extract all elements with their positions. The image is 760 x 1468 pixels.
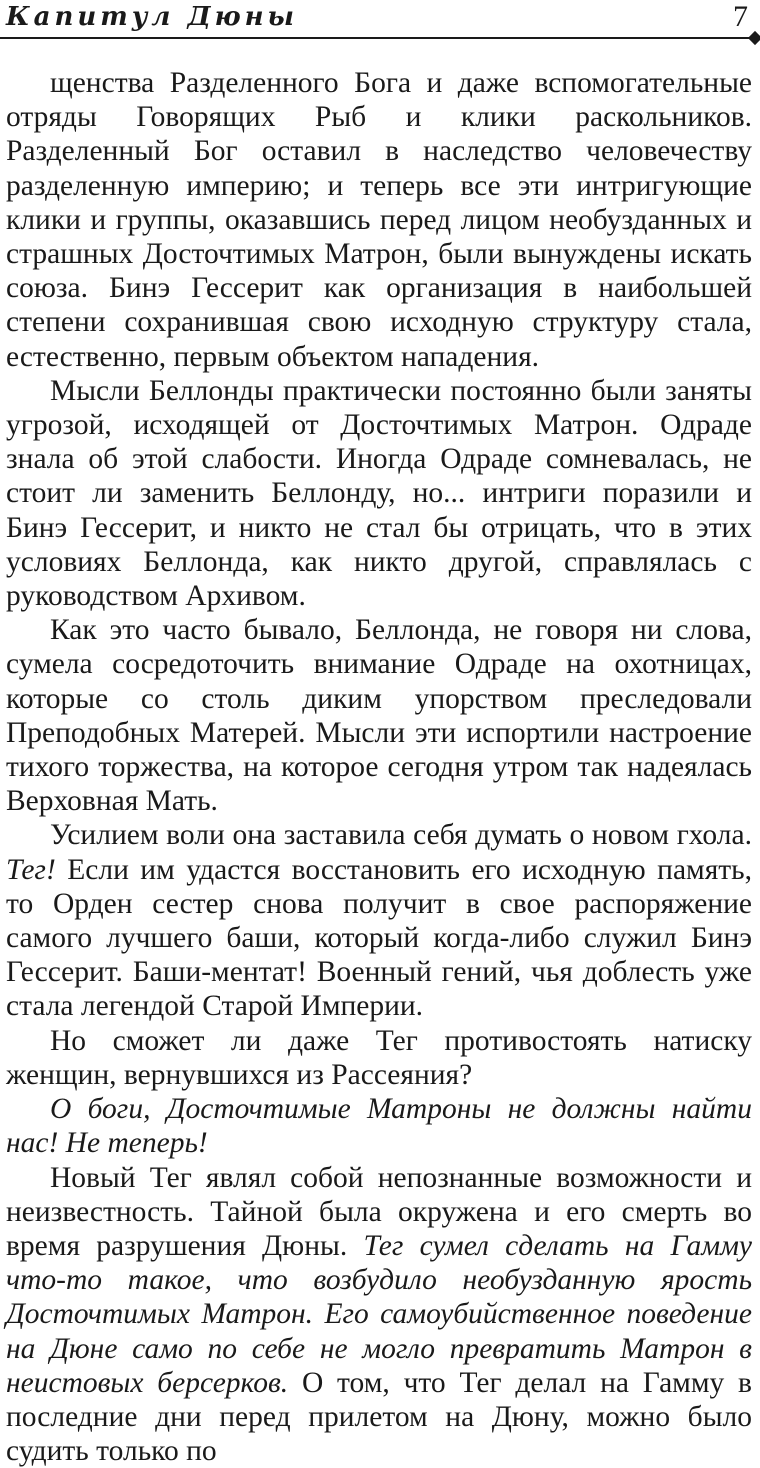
paragraph (6, 1161, 752, 1468)
header-rule (0, 37, 752, 39)
italic-thought-paragraph (6, 1092, 752, 1160)
paragraph (6, 1024, 752, 1092)
running-title: Капитул Дюны (6, 0, 298, 34)
paragraph (6, 818, 752, 1023)
paragraph (6, 66, 752, 374)
paragraph-text: Как это часто бывало, Беллонда, не говоря ни слова, сумела сосредоточить внимание Одраде на охотницах, которые со столь диким упорством преследовали Преподобных Матерей. Мысли эти испортили настроение тихого торжества, на которое сегодня утром так надеялась Верховная Мать. (6, 614, 752, 817)
paragraph-text: щенства Разделенного Бога и даже вспомогательные отряды Говорящих Рыб и клики раскольников. Разделенный Бог оставил в наследство человечеству разделенную империю; и теперь все эти интригующие клики и группы, оказавшись перед лицом необузданных и страшных Досточтимых Матрон, были вынуждены искать союза. Бинэ Гессерит как организация в наибольшей степени сохранившая свою исходную структуру стала, естественно, первым объектом нападения. (6, 67, 752, 373)
paragraph-text: Мысли Беллонды практически постоянно были заняты угрозой, исходящей от Досточтимых Матрон. Одраде знала об этой слабости. Иногда Одраде сомневалась, не стоит ли заменить Беллонду, но... интриги поразили и Бинэ Гессерит, и никто не стал бы отрицать, что в этих условиях Беллонда, как никто другой, справлялась с руководством Архивом. (6, 375, 752, 612)
paragraph (6, 374, 752, 613)
body-text (6, 66, 752, 1468)
paragraph-italic-text: Тег сумел сделать на Гамму что-то такое, что возбудило необузданную ярость Досточтимых Матрон. Его самоубийственное поведение на Дюне само по себе не могло превратить Матрон в неистовых берсерков. (6, 1230, 752, 1399)
paragraph-text: О том, что Тег делал на Гамму в последние дни перед прилетом на Дюну, можно было судить только по (6, 1367, 752, 1467)
running-head (6, 0, 752, 40)
paragraph-text: Новый Тег являл собой непознанные возможности и неизвестность. Тайной была окружена и его смерть во время разрушения Дюны. (6, 1162, 752, 1262)
paragraph-text: Если им удастся восстановить его исходную память, то Орден сестер снова получит в свое распоряжение самого лучшего баши, который когда-либо служил Бинэ Гессерит. Баши-ментат! Военный гений, чья доблесть уже стала легендой Старой Империи. (6, 854, 752, 1023)
paragraph-italic-text: О боги, Досточтимые Матроны не должны найти нас! Не теперь! (6, 1093, 752, 1159)
paragraph-italic-text: Тег! (6, 854, 56, 886)
page-number: 7 (733, 0, 748, 34)
paragraph-text: Но сможет ли даже Тег противостоять натиску женщин, вернувшихся из Рассеяния? (6, 1025, 752, 1091)
paragraph-text: Усилием воли она заставила себя думать о новом гхола. (50, 819, 752, 851)
paragraph (6, 613, 752, 818)
